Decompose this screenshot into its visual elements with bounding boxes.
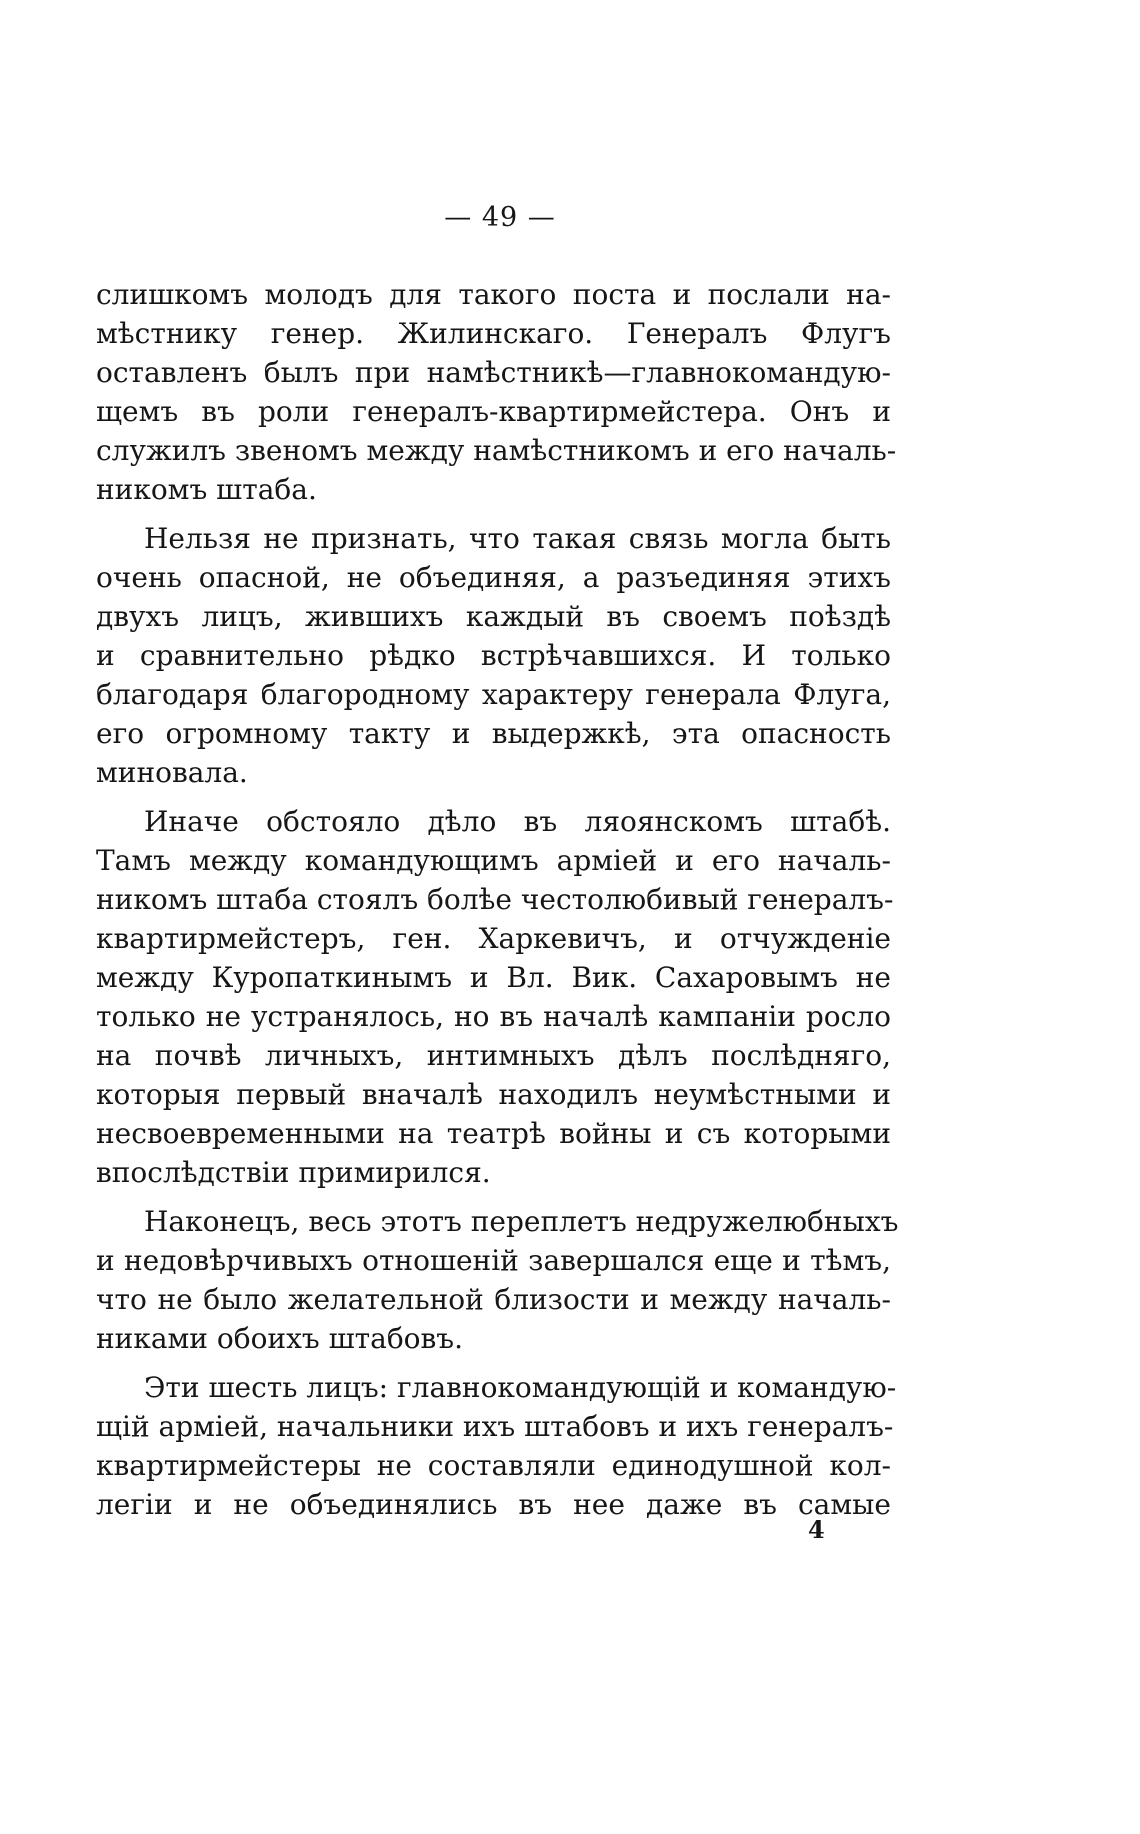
- text-line: Нельзя не признать, что такая связь могла быть: [144, 522, 891, 555]
- text-line: между Куропаткинымъ и Вл. Вик. Сахаровымъ не: [96, 961, 891, 994]
- text-line: и сравнительно рѣдко встрѣчавшихся. И только: [96, 639, 891, 672]
- paragraph-1: [96, 275, 897, 509]
- body-text: [96, 275, 899, 1534]
- text-line: и недовѣрчивыхъ отношеній завершался еще и тѣмъ,: [96, 1244, 891, 1277]
- text-line: квартирмейстеры не составляли единодушной кол-: [96, 1449, 891, 1482]
- text-line: Наконецъ, весь этотъ переплетъ недружелюбныхъ: [144, 1205, 899, 1238]
- text-line: миновала.: [96, 756, 248, 789]
- text-line: Тамъ между командующимъ арміей и его началь-: [96, 844, 891, 877]
- text-line: оставленъ былъ при намѣстникѣ—главнокомандую-: [96, 356, 891, 389]
- text-line: никами обоихъ штабовъ.: [96, 1322, 464, 1355]
- text-line: что не было желательной близости и между началь-: [96, 1283, 891, 1316]
- signature-mark: 4: [808, 1515, 825, 1544]
- paragraph-5: [96, 1368, 897, 1524]
- text-line: мѣстнику генер. Жилинскаго. Генералъ Флугъ: [96, 317, 891, 350]
- text-line: благодаря благородному характеру генерала Флуга,: [96, 678, 891, 711]
- text-line: никомъ штаба стоялъ болѣе честолюбивый генералъ-: [96, 883, 894, 916]
- text-line: слишкомъ молодъ для такого поста и послали на-: [96, 278, 891, 311]
- paragraph-2: [96, 519, 891, 792]
- text-line: на почвѣ личныхъ, интимныхъ дѣлъ послѣдняго,: [96, 1039, 891, 1072]
- text-line: щемъ въ роли генералъ-квартирмейстера. Онъ и: [96, 395, 891, 428]
- text-line: только не устранялось, но въ началѣ кампаніи росло: [96, 1000, 891, 1033]
- paragraph-4: [96, 1202, 899, 1358]
- paragraph-3: [96, 802, 894, 1192]
- text-line: двухъ лицъ, жившихъ каждый въ своемъ поѣздѣ: [96, 600, 891, 633]
- text-line: впослѣдствіи примирился.: [96, 1156, 491, 1189]
- text-line: никомъ штаба.: [96, 473, 317, 506]
- text-line: несвоевременными на театрѣ войны и съ которыми: [96, 1117, 891, 1150]
- text-line: Эти шесть лицъ: главнокомандующій и командую-: [144, 1371, 897, 1404]
- page-number: — 49 —: [444, 202, 556, 233]
- text-line: очень опасной, не объединяя, а разъединяя этихъ: [96, 561, 891, 594]
- text-line: легіи и не объединялись въ нее даже въ самые: [96, 1488, 891, 1521]
- text-line: щій арміей, начальники ихъ штабовъ и ихъ генералъ-: [96, 1410, 894, 1443]
- text-line: служилъ звеномъ между намѣстникомъ и его началь-: [96, 434, 897, 467]
- text-line: которыя первый вначалѣ находилъ неумѣстными и: [96, 1078, 891, 1111]
- text-line: квартирмейстеръ, ген. Харкевичъ, и отчужденіе: [96, 922, 891, 955]
- text-line: Иначе обстояло дѣло въ ляоянскомъ штабѣ.: [144, 805, 891, 838]
- text-line: его огромному такту и выдержкѣ, эта опасность: [96, 717, 891, 750]
